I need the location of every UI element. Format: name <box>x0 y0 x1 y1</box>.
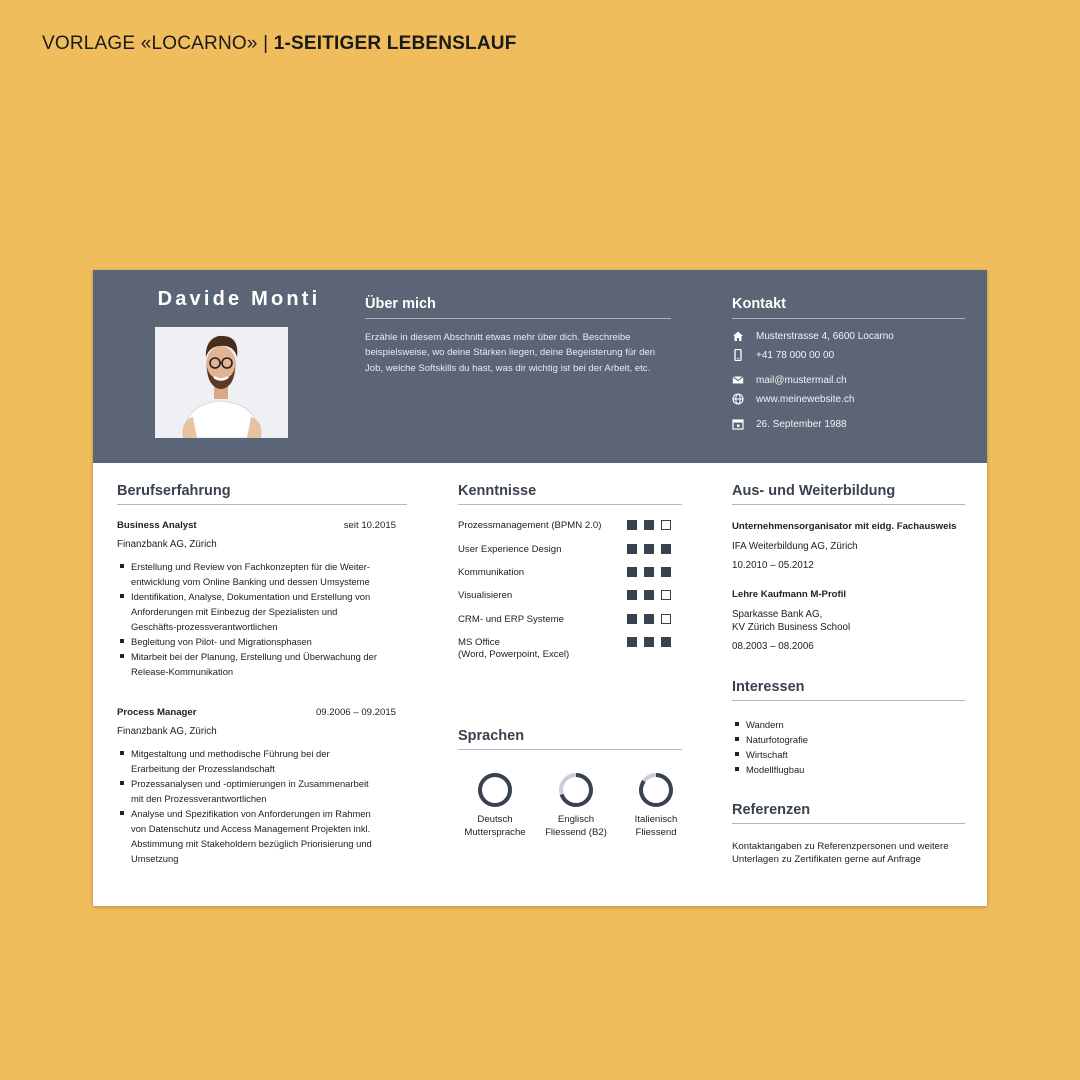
skill-level-indicator <box>627 544 678 554</box>
skill-level-indicator <box>627 614 678 624</box>
skill-label: Prozessmanagement (BPMN 2.0) <box>458 520 602 531</box>
cv-header <box>93 270 987 463</box>
skill-label: Visualisieren <box>458 590 513 601</box>
language-ring <box>558 772 594 808</box>
mail-icon <box>732 374 744 386</box>
language-level: Fliessend <box>635 826 677 838</box>
calendar-icon <box>732 418 744 430</box>
skill-label: User Experience Design <box>458 544 562 555</box>
contact-website[interactable] <box>732 392 854 406</box>
education-2-title: Lehre Kaufmann M-Profil <box>732 589 847 600</box>
level-square <box>627 520 637 530</box>
job-1-bullets <box>117 559 421 679</box>
job-1-company: Finanzbank AG, Zürich <box>117 539 217 550</box>
list-item: Modellflugbau <box>746 762 966 777</box>
education-1-school: IFA Weiterbildung AG, Zürich <box>732 541 858 552</box>
job-1-header <box>117 520 396 531</box>
list-item: Naturfotografie <box>746 732 966 747</box>
list-item: Wirtschaft <box>746 747 966 762</box>
skill-label: MS Office <box>458 637 500 648</box>
contact-title: Kontakt <box>732 296 965 319</box>
skill-row <box>458 637 673 661</box>
skill-level-indicator <box>627 567 678 577</box>
languages-title: Sprachen <box>458 728 682 750</box>
language-name: Deutsch <box>477 814 513 825</box>
language-level: Muttersprache <box>464 826 526 838</box>
phone-icon <box>732 349 744 361</box>
contact-birthdate <box>732 417 847 431</box>
contact-address <box>732 329 894 343</box>
list-item: Mitgestaltung und methodische Führung bei der Erarbeitung der Prozesslandschaft <box>131 746 421 776</box>
education-title: Aus- und Weiterbildung <box>732 483 965 505</box>
skill-level-indicator <box>627 637 678 647</box>
contact-birthdate-text: 26. September 1988 <box>756 418 847 430</box>
level-square <box>644 637 654 647</box>
language-ring <box>638 772 674 808</box>
level-square <box>644 520 654 530</box>
skill-label: CRM- und ERP Systeme <box>458 614 564 625</box>
education-1-date: 10.2010 – 05.2012 <box>732 560 814 571</box>
page-heading-prefix: VORLAGE «LOCARNO» | <box>42 33 274 54</box>
references-title: Referenzen <box>732 802 965 824</box>
education-1-title: Unternehmensorganisator mit eidg. Fachausweis <box>732 521 957 532</box>
contact-phone <box>732 348 834 362</box>
level-square <box>661 567 671 577</box>
list-item: Mitarbeit bei der Planung, Erstellung und Überwachung der Release-Kommunikation <box>131 649 421 679</box>
education-2-school: Sparkasse Bank AG, KV Zürich Business School <box>732 609 851 633</box>
skill-row <box>458 544 673 556</box>
contact-mail-text[interactable]: mail@mustermail.ch <box>756 374 847 386</box>
language-item <box>450 772 540 839</box>
contact-website-text[interactable]: www.meinewebsite.ch <box>756 393 855 405</box>
page-heading-bold: 1-SEITIGER LEBENSLAUF <box>273 33 517 54</box>
level-square <box>661 637 671 647</box>
level-square <box>627 567 637 577</box>
interests-list <box>732 717 966 777</box>
language-level: Fliessend (B2) <box>545 826 607 838</box>
job-2-company: Finanzbank AG, Zürich <box>117 726 217 737</box>
list-item: Prozessanalysen und -optimierungen in Zusammenarbeit mit den Prozessverantwortlichen <box>131 776 421 806</box>
person-name: Davide Monti <box>157 288 321 310</box>
job-2-date: 09.2006 – 09.2015 <box>315 707 396 718</box>
references-text: Kontaktangaben zu Referenzpersonen und weitere Unterlagen zu Zertifikaten gerne auf Anfrage <box>732 841 949 865</box>
job-2-header <box>117 707 396 718</box>
level-square <box>627 637 637 647</box>
contact-mail[interactable] <box>732 373 847 387</box>
list-item: Wandern <box>746 717 966 732</box>
level-square <box>627 544 637 554</box>
job-2-bullets <box>117 746 421 866</box>
contact-phone-text: +41 78 000 00 00 <box>756 349 835 361</box>
about-text: Erzähle in diesem Abschnitt etwas mehr über dich. Beschreibe beispielsweise, wo deine Stärken liegen, deine Begeisterung für den Job, welche Softskills du hast, was dir wichtig ist bei der Arbeit, etc. <box>365 332 656 374</box>
cv-document <box>93 270 987 906</box>
job-2-role: Process Manager <box>117 707 197 718</box>
level-square <box>627 590 637 600</box>
skill-row <box>458 567 673 579</box>
level-square <box>644 567 654 577</box>
globe-icon <box>732 393 744 405</box>
level-square <box>644 590 654 600</box>
skill-label: Kommunikation <box>458 567 525 578</box>
language-ring <box>477 772 513 808</box>
experience-title: Berufserfahrung <box>117 483 407 505</box>
skill-row <box>458 614 673 626</box>
skill-label-sub: (Word, Powerpoint, Excel) <box>458 649 570 660</box>
language-item <box>611 772 701 839</box>
level-square <box>644 614 654 624</box>
skill-level-indicator <box>627 520 678 530</box>
language-name: Englisch <box>557 814 595 825</box>
education-2-date: 08.2003 – 08.2006 <box>732 641 814 652</box>
list-item: Identifikation, Analyse, Dokumentation und Erstellung von Anforderungen mit Einbezug der Spezialisten und Geschäfts-prozessverantwortlichen <box>131 589 421 634</box>
level-square <box>644 544 654 554</box>
skill-row <box>458 590 673 602</box>
list-item: Begleitung von Pilot- und Migrationsphasen <box>131 634 421 649</box>
job-1-date: seit 10.2015 <box>343 520 396 531</box>
list-item: Analyse und Spezifikation von Anforderungen im Rahmen von Datenschutz und Access Management Projekten inkl. Abstimmung mit Stakeholdern bezüglich Priorisierung und Umsetzung <box>131 806 421 866</box>
level-square <box>627 614 637 624</box>
skill-level-indicator <box>627 590 678 600</box>
job-1-role: Business Analyst <box>117 520 197 531</box>
level-square <box>661 590 671 600</box>
profile-photo <box>155 327 288 438</box>
interests-title: Interessen <box>732 679 965 701</box>
level-square <box>661 520 671 530</box>
language-name: Italienisch <box>634 814 678 825</box>
skill-row <box>458 520 673 532</box>
list-item: Erstellung und Review von Fachkonzepten für die Weiter- entwicklung vom Online Banking und dessen Umsysteme <box>131 559 421 589</box>
home-icon <box>732 330 744 342</box>
level-square <box>661 544 671 554</box>
language-item <box>531 772 621 839</box>
page-heading <box>42 33 517 55</box>
about-title: Über mich <box>365 296 671 319</box>
contact-address-text: Musterstrasse 4, 6600 Locarno <box>756 330 894 342</box>
level-square <box>661 614 671 624</box>
skills-title: Kenntnisse <box>458 483 682 505</box>
